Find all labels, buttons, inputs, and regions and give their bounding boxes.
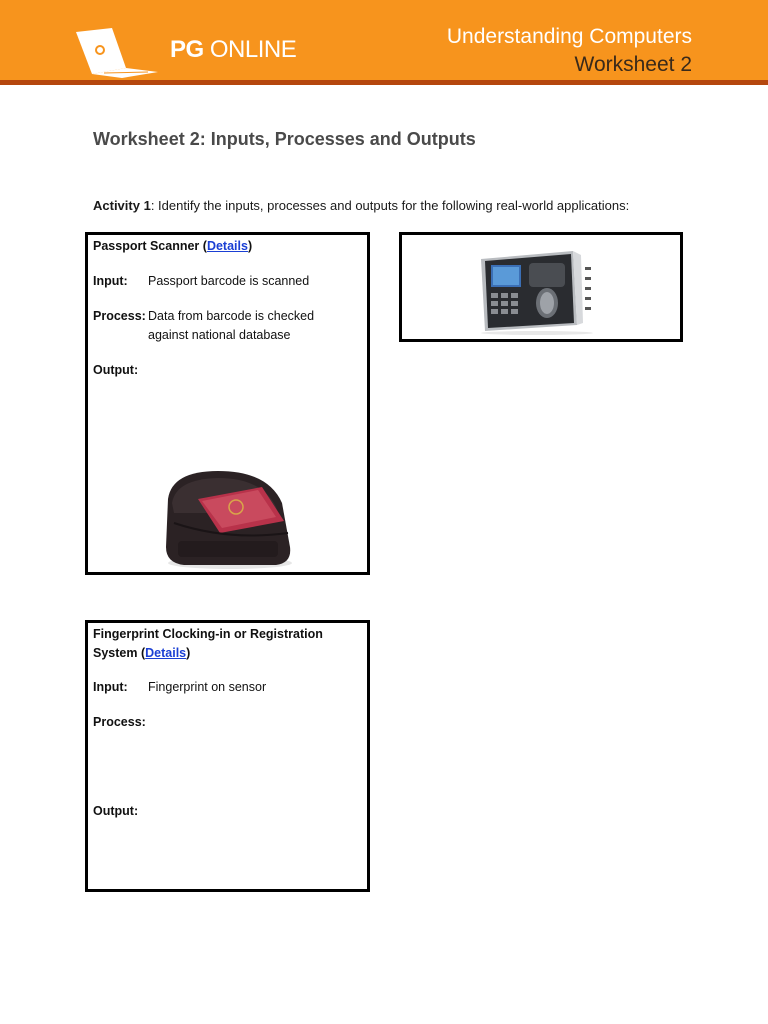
input-value: Fingerprint on sensor bbox=[148, 680, 267, 694]
box-title-text: Passport Scanner bbox=[93, 239, 200, 253]
fingerprint-device-image bbox=[477, 247, 607, 335]
fingerprint-device-image-box bbox=[399, 232, 683, 342]
passport-scanner-box bbox=[85, 232, 370, 575]
fingerprint-system-title-line2 bbox=[93, 644, 190, 663]
activity-text: : Identify the inputs, processes and outputs for the following real-world applications: bbox=[150, 198, 630, 213]
activity-instructions bbox=[93, 198, 629, 213]
close-paren: ) bbox=[186, 646, 191, 660]
output-label: Output: bbox=[93, 804, 139, 818]
input-label: Input: bbox=[93, 274, 128, 288]
process-value-line1: Data from barcode is checked bbox=[148, 309, 315, 323]
logo-text bbox=[170, 36, 296, 64]
open-paren: ( bbox=[202, 239, 207, 253]
header-divider bbox=[0, 80, 768, 85]
passport-scanner-image bbox=[158, 463, 298, 573]
logo-text-rest: ONLINE bbox=[209, 36, 297, 63]
header-subtitle: Worksheet 2 bbox=[574, 53, 692, 76]
input-label: Input: bbox=[93, 680, 128, 694]
box-title-text: System bbox=[93, 646, 138, 660]
output-label: Output: bbox=[93, 363, 139, 377]
process-value-line2: against national database bbox=[148, 328, 291, 342]
logo-text-bold: PG bbox=[170, 36, 204, 63]
laptop-logo-icon bbox=[74, 28, 160, 78]
page-title: Worksheet 2: Inputs, Processes and Outputs bbox=[93, 129, 476, 149]
fingerprint-system-box bbox=[85, 620, 370, 892]
open-paren: ( bbox=[140, 646, 146, 660]
passport-scanner-title bbox=[93, 237, 252, 256]
header-title: Understanding Computers bbox=[446, 25, 692, 48]
close-paren: ) bbox=[247, 239, 253, 253]
details-link[interactable]: Details bbox=[145, 646, 187, 660]
input-value: Passport barcode is scanned bbox=[148, 274, 310, 288]
activity-label: Activity 1 bbox=[93, 198, 151, 213]
process-label: Process: bbox=[93, 715, 146, 729]
fingerprint-system-title-line1: Fingerprint Clocking-in or Registration bbox=[93, 627, 323, 641]
details-link[interactable]: Details bbox=[206, 239, 248, 253]
process-label: Process: bbox=[93, 309, 146, 323]
